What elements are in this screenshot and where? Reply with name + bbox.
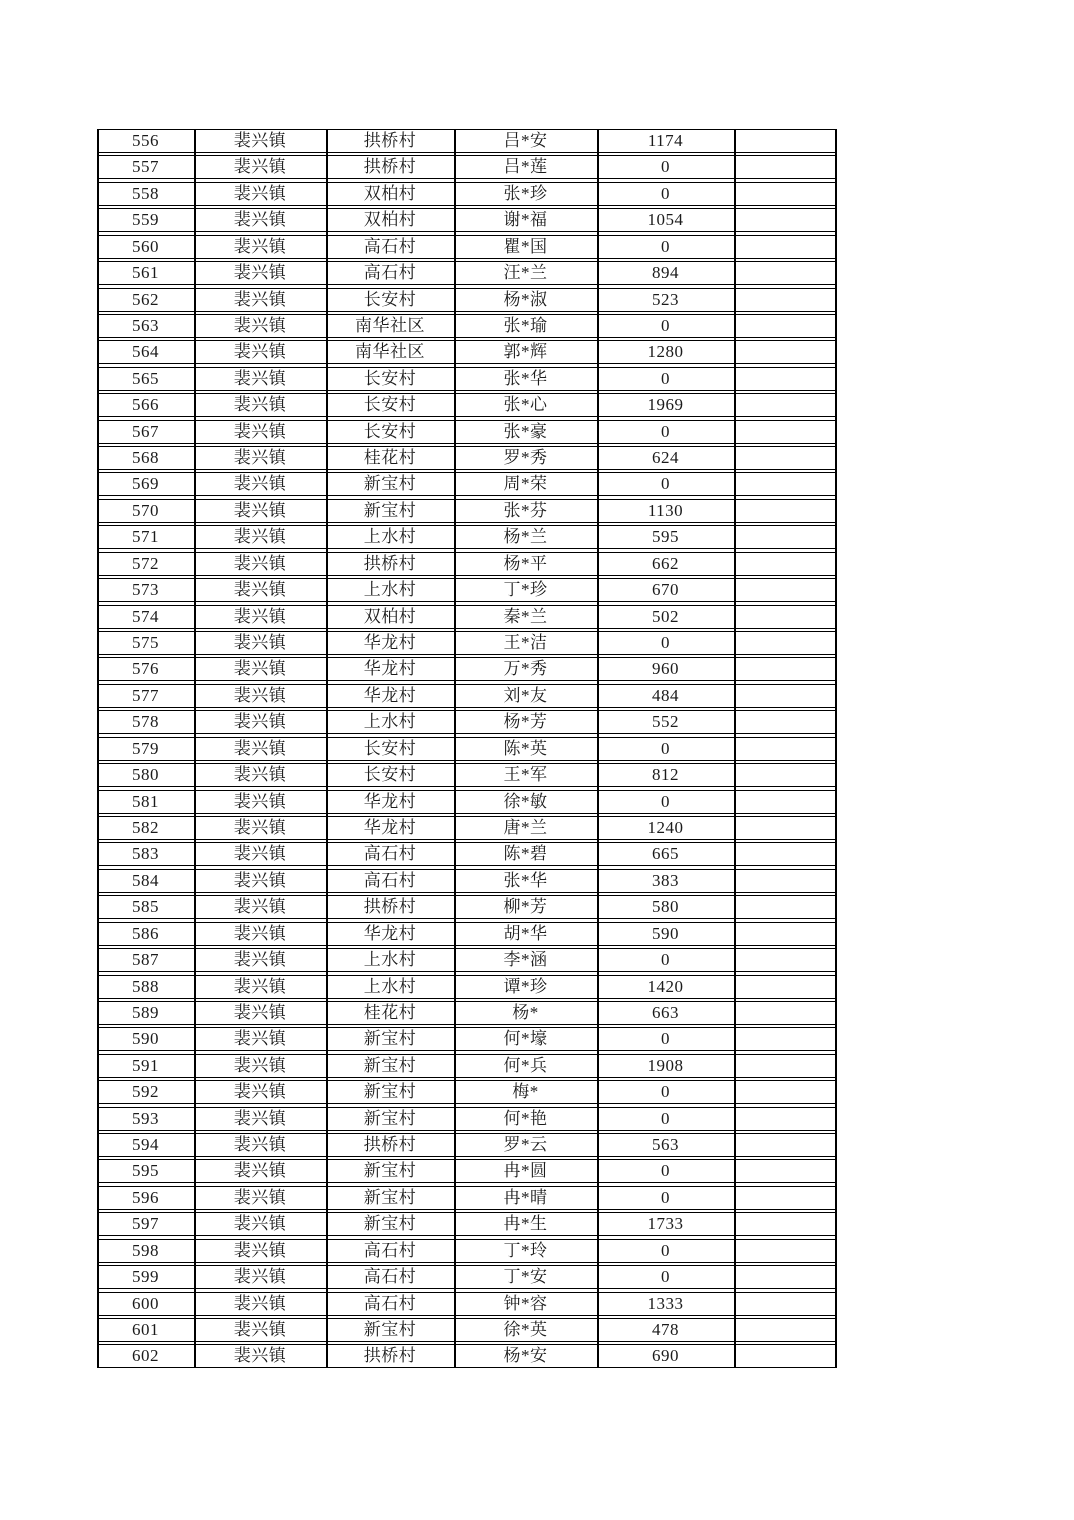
cell-town: 裴兴镇	[233, 368, 287, 388]
cell-town: 裴兴镇	[233, 210, 287, 230]
cell-town: 裴兴镇	[233, 395, 287, 415]
cell-village: 南华社区	[355, 315, 425, 335]
cell-serial-number: 582	[132, 817, 159, 837]
cell-town: 裴兴镇	[233, 712, 287, 732]
cell-person-name: 李*涵	[503, 950, 548, 970]
table-row	[97, 182, 837, 206]
cell-village: 上水村	[363, 527, 417, 547]
cell-serial-number: 601	[132, 1319, 159, 1339]
cell-serial-number: 575	[132, 633, 159, 653]
cell-amount: 1240	[647, 817, 684, 837]
cell-amount: 0	[661, 950, 670, 970]
cell-amount: 563	[652, 1135, 679, 1155]
table-row	[97, 710, 837, 734]
cell-person-name: 秦*兰	[503, 606, 548, 626]
cell-amount: 624	[652, 448, 679, 468]
cell-person-name: 张*瑜	[503, 315, 548, 335]
cell-serial-number: 580	[132, 765, 159, 785]
cell-town: 裴兴镇	[233, 1346, 287, 1366]
cell-town: 裴兴镇	[233, 1267, 287, 1287]
table-row	[97, 367, 837, 391]
cell-village: 新宝村	[363, 1319, 417, 1339]
cell-village: 新宝村	[363, 1187, 417, 1207]
records-table	[97, 129, 838, 1371]
cell-village: 拱桥村	[363, 553, 417, 573]
cell-person-name: 陈*英	[503, 738, 548, 758]
cell-serial-number: 569	[132, 474, 159, 494]
cell-person-name: 张*芬	[503, 500, 548, 520]
cell-village: 长安村	[363, 368, 417, 388]
table-row	[97, 1265, 837, 1289]
cell-amount: 552	[652, 712, 679, 732]
cell-amount: 1130	[647, 500, 684, 520]
cell-amount: 894	[652, 263, 679, 283]
cell-serial-number: 600	[132, 1293, 159, 1313]
table-row	[97, 842, 837, 866]
cell-serial-number: 577	[132, 685, 159, 705]
table-row	[97, 1001, 837, 1025]
cell-amount: 580	[652, 897, 679, 917]
cell-village: 华龙村	[363, 659, 417, 679]
cell-amount: 662	[652, 553, 679, 573]
cell-village: 拱桥村	[363, 1135, 417, 1155]
table-row	[97, 1212, 837, 1236]
cell-person-name: 丁*安	[503, 1267, 548, 1287]
cell-serial-number: 565	[132, 368, 159, 388]
cell-person-name: 杨*淑	[503, 289, 548, 309]
table-row	[97, 1292, 837, 1316]
table-row	[97, 1186, 837, 1210]
cell-town: 裴兴镇	[233, 1319, 287, 1339]
cell-village: 高石村	[363, 1240, 417, 1260]
cell-serial-number: 564	[132, 342, 159, 362]
cell-town: 裴兴镇	[233, 1108, 287, 1128]
cell-amount: 0	[661, 1108, 670, 1128]
cell-town: 裴兴镇	[233, 870, 287, 890]
cell-town: 裴兴镇	[233, 1029, 287, 1049]
cell-amount: 690	[652, 1346, 679, 1366]
table-vertical-border	[835, 129, 837, 1368]
cell-amount: 0	[661, 791, 670, 811]
cell-amount: 670	[652, 580, 679, 600]
cell-town: 裴兴镇	[233, 421, 287, 441]
cell-serial-number: 572	[132, 553, 159, 573]
cell-amount: 1969	[647, 395, 684, 415]
cell-village: 华龙村	[363, 923, 417, 943]
cell-village: 高石村	[363, 870, 417, 890]
cell-serial-number: 558	[132, 183, 159, 203]
cell-person-name: 唐*兰	[503, 817, 548, 837]
cell-person-name: 胡*华	[503, 923, 548, 943]
cell-village: 上水村	[363, 580, 417, 600]
table-row	[97, 261, 837, 285]
cell-town: 裴兴镇	[233, 553, 287, 573]
table-vertical-border	[326, 129, 328, 1368]
table-rows	[97, 129, 837, 1368]
cell-village: 华龙村	[363, 791, 417, 811]
table-row	[97, 948, 837, 972]
table-row	[97, 340, 837, 364]
cell-amount: 1333	[647, 1293, 684, 1313]
cell-person-name: 杨*兰	[503, 527, 548, 547]
cell-town: 裴兴镇	[233, 263, 287, 283]
cell-amount: 595	[652, 527, 679, 547]
cell-serial-number: 599	[132, 1267, 159, 1287]
table-row	[97, 446, 837, 470]
cell-serial-number: 578	[132, 712, 159, 732]
cell-amount: 1908	[647, 1055, 684, 1075]
cell-serial-number: 556	[132, 131, 159, 150]
cell-serial-number: 566	[132, 395, 159, 415]
cell-village: 高石村	[363, 844, 417, 864]
cell-person-name: 何*兵	[503, 1055, 548, 1075]
cell-village: 桂花村	[363, 1002, 417, 1022]
cell-person-name: 柳*芳	[503, 897, 548, 917]
cell-serial-number: 571	[132, 527, 159, 547]
cell-serial-number: 593	[132, 1108, 159, 1128]
cell-amount: 523	[652, 289, 679, 309]
cell-town: 裴兴镇	[233, 1214, 287, 1234]
cell-village: 长安村	[363, 738, 417, 758]
cell-village: 双柏村	[363, 210, 417, 230]
cell-village: 新宝村	[363, 1214, 417, 1234]
cell-person-name: 何*壕	[503, 1029, 548, 1049]
cell-village: 拱桥村	[363, 897, 417, 917]
cell-village: 高石村	[363, 1267, 417, 1287]
table-row	[97, 1344, 837, 1368]
cell-person-name: 杨*芳	[503, 712, 548, 732]
cell-amount: 0	[661, 1187, 670, 1207]
table-row	[97, 499, 837, 523]
table-row	[97, 393, 837, 417]
cell-serial-number: 597	[132, 1214, 159, 1234]
cell-person-name: 冉*晴	[503, 1187, 548, 1207]
cell-person-name: 徐*英	[503, 1319, 548, 1339]
cell-serial-number: 557	[132, 157, 159, 177]
table-vertical-border	[97, 129, 99, 1368]
cell-amount: 1174	[647, 131, 684, 150]
table-row	[97, 1133, 837, 1157]
table-row	[97, 578, 837, 602]
cell-amount: 1054	[647, 210, 684, 230]
cell-amount: 0	[661, 1240, 670, 1260]
cell-person-name: 张*珍	[503, 183, 548, 203]
cell-serial-number: 588	[132, 976, 159, 996]
cell-amount: 478	[652, 1319, 679, 1339]
cell-village: 双柏村	[363, 606, 417, 626]
cell-person-name: 张*华	[503, 368, 548, 388]
cell-person-name: 徐*敏	[503, 791, 548, 811]
cell-town: 裴兴镇	[233, 659, 287, 679]
cell-person-name: 吕*安	[503, 131, 548, 150]
cell-village: 上水村	[363, 950, 417, 970]
cell-village: 高石村	[363, 263, 417, 283]
cell-person-name: 郭*辉	[503, 342, 548, 362]
table-row	[97, 1159, 837, 1183]
cell-person-name: 罗*秀	[503, 448, 548, 468]
cell-town: 裴兴镇	[233, 923, 287, 943]
cell-village: 长安村	[363, 421, 417, 441]
cell-serial-number: 596	[132, 1187, 159, 1207]
table-row	[97, 129, 837, 153]
cell-town: 裴兴镇	[233, 976, 287, 996]
cell-amount: 0	[661, 1029, 670, 1049]
table-row	[97, 235, 837, 259]
cell-serial-number: 586	[132, 923, 159, 943]
table-vertical-border	[734, 129, 736, 1368]
cell-person-name: 谭*珍	[503, 976, 548, 996]
cell-person-name: 丁*珍	[503, 580, 548, 600]
cell-town: 裴兴镇	[233, 183, 287, 203]
cell-amount: 0	[661, 1161, 670, 1181]
cell-town: 裴兴镇	[233, 817, 287, 837]
cell-person-name: 冉*生	[503, 1214, 548, 1234]
cell-town: 裴兴镇	[233, 500, 287, 520]
cell-serial-number: 590	[132, 1029, 159, 1049]
cell-amount: 812	[652, 765, 679, 785]
table-vertical-border	[454, 129, 456, 1368]
cell-serial-number: 595	[132, 1161, 159, 1181]
cell-person-name: 谢*福	[503, 210, 548, 230]
cell-amount: 0	[661, 1267, 670, 1287]
cell-town: 裴兴镇	[233, 1002, 287, 1022]
cell-town: 裴兴镇	[233, 633, 287, 653]
cell-town: 裴兴镇	[233, 1240, 287, 1260]
table-row	[97, 895, 837, 919]
table-row	[97, 1054, 837, 1078]
cell-person-name: 钟*容	[503, 1293, 548, 1313]
cell-amount: 383	[652, 870, 679, 890]
cell-village: 华龙村	[363, 817, 417, 837]
table-row	[97, 869, 837, 893]
cell-village: 新宝村	[363, 1082, 417, 1102]
cell-town: 裴兴镇	[233, 791, 287, 811]
cell-person-name: 王*洁	[503, 633, 548, 653]
cell-village: 双柏村	[363, 183, 417, 203]
cell-town: 裴兴镇	[233, 289, 287, 309]
cell-serial-number: 573	[132, 580, 159, 600]
cell-person-name: 万*秀	[503, 659, 548, 679]
cell-person-name: 瞿*国	[503, 236, 548, 256]
table-row	[97, 763, 837, 787]
cell-town: 裴兴镇	[233, 1055, 287, 1075]
table-row	[97, 314, 837, 338]
cell-village: 上水村	[363, 976, 417, 996]
cell-village: 华龙村	[363, 685, 417, 705]
cell-amount: 665	[652, 844, 679, 864]
cell-village: 拱桥村	[363, 157, 417, 177]
cell-person-name: 张*心	[503, 395, 548, 415]
cell-town: 裴兴镇	[233, 157, 287, 177]
cell-serial-number: 570	[132, 500, 159, 520]
cell-serial-number: 598	[132, 1240, 159, 1260]
cell-village: 新宝村	[363, 1029, 417, 1049]
cell-person-name: 陈*碧	[503, 844, 548, 864]
cell-town: 裴兴镇	[233, 1187, 287, 1207]
cell-amount: 0	[661, 474, 670, 494]
cell-village: 新宝村	[363, 500, 417, 520]
table-row	[97, 472, 837, 496]
cell-village: 桂花村	[363, 448, 417, 468]
cell-serial-number: 585	[132, 897, 159, 917]
cell-amount: 0	[661, 738, 670, 758]
cell-village: 长安村	[363, 765, 417, 785]
cell-town: 裴兴镇	[233, 131, 287, 150]
cell-town: 裴兴镇	[233, 315, 287, 335]
table-row	[97, 552, 837, 576]
table-row	[97, 1080, 837, 1104]
cell-town: 裴兴镇	[233, 685, 287, 705]
cell-town: 裴兴镇	[233, 897, 287, 917]
cell-person-name: 刘*友	[503, 685, 548, 705]
cell-town: 裴兴镇	[233, 342, 287, 362]
cell-person-name: 罗*云	[503, 1135, 548, 1155]
table-row	[97, 525, 837, 549]
table-row	[97, 816, 837, 840]
cell-serial-number: 561	[132, 263, 159, 283]
cell-person-name: 何*艳	[503, 1108, 548, 1128]
cell-person-name: 汪*兰	[503, 263, 548, 283]
cell-town: 裴兴镇	[233, 1082, 287, 1102]
cell-village: 新宝村	[363, 474, 417, 494]
cell-serial-number: 591	[132, 1055, 159, 1075]
cell-amount: 0	[661, 1082, 670, 1102]
table-row	[97, 1318, 837, 1342]
table-row	[97, 420, 837, 444]
cell-amount: 0	[661, 157, 670, 177]
cell-town: 裴兴镇	[233, 606, 287, 626]
cell-serial-number: 559	[132, 210, 159, 230]
table-row	[97, 288, 837, 312]
cell-town: 裴兴镇	[233, 527, 287, 547]
table-row	[97, 1027, 837, 1051]
table-row	[97, 1239, 837, 1263]
cell-amount: 960	[652, 659, 679, 679]
table-row	[97, 684, 837, 708]
cell-person-name: 周*荣	[503, 474, 548, 494]
cell-serial-number: 560	[132, 236, 159, 256]
cell-town: 裴兴镇	[233, 1293, 287, 1313]
cell-person-name: 张*豪	[503, 421, 548, 441]
table-row	[97, 975, 837, 999]
cell-village: 长安村	[363, 395, 417, 415]
cell-serial-number: 574	[132, 606, 159, 626]
cell-serial-number: 587	[132, 950, 159, 970]
cell-town: 裴兴镇	[233, 765, 287, 785]
cell-village: 拱桥村	[363, 131, 417, 150]
cell-amount: 0	[661, 633, 670, 653]
cell-person-name: 杨*安	[503, 1346, 548, 1366]
cell-serial-number: 581	[132, 791, 159, 811]
cell-village: 新宝村	[363, 1108, 417, 1128]
cell-serial-number: 579	[132, 738, 159, 758]
cell-amount: 0	[661, 236, 670, 256]
cell-person-name: 梅*	[512, 1082, 539, 1102]
table-row	[97, 631, 837, 655]
cell-village: 拱桥村	[363, 1346, 417, 1366]
cell-village: 高石村	[363, 1293, 417, 1313]
cell-serial-number: 568	[132, 448, 159, 468]
cell-town: 裴兴镇	[233, 474, 287, 494]
cell-village: 高石村	[363, 236, 417, 256]
cell-serial-number: 576	[132, 659, 159, 679]
table-vertical-border	[194, 129, 196, 1368]
table-row	[97, 790, 837, 814]
cell-serial-number: 584	[132, 870, 159, 890]
table-row	[97, 605, 837, 629]
cell-amount: 663	[652, 1002, 679, 1022]
table-row	[97, 208, 837, 232]
cell-amount: 0	[661, 368, 670, 388]
cell-amount: 484	[652, 685, 679, 705]
cell-amount: 502	[652, 606, 679, 626]
cell-town: 裴兴镇	[233, 448, 287, 468]
cell-town: 裴兴镇	[233, 236, 287, 256]
table-row	[97, 737, 837, 761]
table-row	[97, 1107, 837, 1131]
cell-town: 裴兴镇	[233, 580, 287, 600]
cell-village: 新宝村	[363, 1161, 417, 1181]
cell-person-name: 杨*	[512, 1002, 539, 1022]
cell-town: 裴兴镇	[233, 1161, 287, 1181]
cell-person-name: 冉*圆	[503, 1161, 548, 1181]
cell-serial-number: 589	[132, 1002, 159, 1022]
table-vertical-border	[597, 129, 599, 1368]
cell-person-name: 杨*平	[503, 553, 548, 573]
cell-serial-number: 563	[132, 315, 159, 335]
cell-person-name: 吕*莲	[503, 157, 548, 177]
cell-amount: 0	[661, 183, 670, 203]
cell-town: 裴兴镇	[233, 1135, 287, 1155]
cell-serial-number: 602	[132, 1346, 159, 1366]
cell-village: 南华社区	[355, 342, 425, 362]
cell-amount: 0	[661, 315, 670, 335]
cell-person-name: 张*华	[503, 870, 548, 890]
cell-person-name: 丁*玲	[503, 1240, 548, 1260]
cell-village: 上水村	[363, 712, 417, 732]
cell-amount: 0	[661, 421, 670, 441]
cell-amount: 1733	[647, 1214, 684, 1234]
cell-village: 新宝村	[363, 1055, 417, 1075]
cell-village: 华龙村	[363, 633, 417, 653]
cell-town: 裴兴镇	[233, 738, 287, 758]
cell-town: 裴兴镇	[233, 950, 287, 970]
cell-amount: 1280	[647, 342, 684, 362]
cell-amount: 1420	[647, 976, 684, 996]
cell-amount: 590	[652, 923, 679, 943]
table-row	[97, 155, 837, 179]
table-row	[97, 922, 837, 946]
cell-town: 裴兴镇	[233, 844, 287, 864]
table-row	[97, 657, 837, 681]
cell-serial-number: 562	[132, 289, 159, 309]
cell-serial-number: 567	[132, 421, 159, 441]
cell-village: 长安村	[363, 289, 417, 309]
cell-person-name: 王*军	[503, 765, 548, 785]
cell-serial-number: 592	[132, 1082, 159, 1102]
cell-serial-number: 594	[132, 1135, 159, 1155]
cell-serial-number: 583	[132, 844, 159, 864]
